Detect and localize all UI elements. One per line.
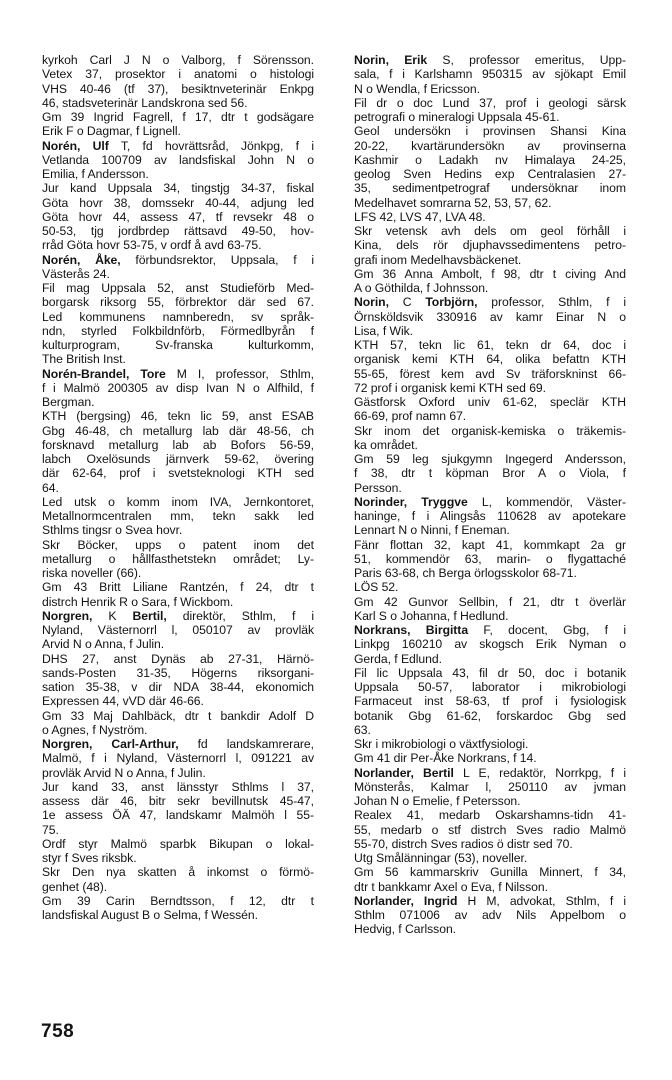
text-line	[42, 82, 314, 96]
entry-text: Sthlm 071006 av adv Nils Appelbom o	[354, 908, 626, 922]
text-line	[42, 124, 314, 138]
entry-text: Kashmir o Ladakh nv Himalaya 24-25,	[354, 152, 626, 167]
text-line	[42, 709, 314, 723]
text-line	[42, 367, 314, 381]
text-line	[42, 466, 314, 480]
text-line	[354, 523, 626, 537]
text-line	[354, 409, 626, 423]
text-line	[354, 566, 626, 580]
entry-text: Gm 39 Ingrid Fagrell, f 17, dtr t godsägare	[42, 110, 314, 124]
entry-text: L E, redaktör, Norrkpg, f i	[453, 765, 626, 780]
text-line	[42, 381, 314, 395]
text-line	[354, 694, 626, 708]
text-line	[354, 851, 626, 865]
text-line	[354, 637, 626, 651]
text-line	[354, 865, 626, 879]
text-line	[42, 566, 314, 580]
entry-text: Sthlms tingsr o Svea hovr.	[42, 523, 183, 538]
entry-text: geolog Sven Hedins exp Centralasien 27-	[354, 167, 626, 181]
text-line	[42, 139, 314, 153]
entry-text: Skr inom det organisk-kemiska o träkemis-	[354, 423, 626, 438]
entry-name: Norin, Erik	[354, 53, 428, 67]
text-line	[42, 409, 314, 423]
entry-text: Malmö, f i Nyland, Västernorrl l, 091221 av	[42, 751, 314, 766]
text-line	[354, 338, 626, 352]
entry-name: Norén-Brandel, Tore	[42, 366, 166, 381]
text-line	[354, 110, 626, 124]
entry-text: Lennart N o Ninni, f Eneman.	[354, 523, 510, 538]
text-line	[42, 452, 314, 466]
text-line	[354, 324, 626, 338]
text-line	[42, 509, 314, 523]
entry-text: kulturprogram, Sv-franska kulturkomm,	[42, 338, 314, 352]
text-line	[354, 709, 626, 723]
entry-text: Skr Den nya skatten å inkomst o förmö-	[42, 865, 314, 880]
entry-text: Göta hovr 38, domssekr 40-44, adjung led	[42, 195, 314, 210]
entry-text: Fänr flottan 32, kapt 41, kommkapt 2a gr	[354, 537, 626, 552]
entry-text: Metallnormcentralen mm, tekn sakk led	[42, 509, 314, 523]
entry-text: Örnsköldsvik 330916 av kamr Einar N o	[354, 309, 626, 324]
text-line	[42, 680, 314, 694]
entry-text: Led utsk o komm inom IVA, Jernkontoret,	[42, 494, 314, 509]
entry-text: 1e assess ÖÄ 47, landskamr Malmöh l 55-	[42, 808, 314, 823]
text-line	[354, 666, 626, 680]
text-line	[42, 295, 314, 309]
entry-text: o Agnes, f Nyström.	[42, 722, 148, 737]
entry-text: Skr vetensk avh dels om geol förhåll i	[354, 224, 626, 238]
entry-text: S, professor emeritus, Upp-	[427, 53, 626, 67]
entry-text: landsfiskal August B o Selma, f Wessén.	[42, 908, 258, 922]
text-line	[354, 880, 626, 894]
text-line	[354, 96, 626, 110]
text-line	[42, 808, 314, 822]
entry-text: VHS 40-46 (tf 37), besiktnveterinär Enkpg	[42, 81, 314, 96]
entry-text: 66-69, prof namn 67.	[354, 409, 467, 424]
entry-text: Lisa, f Wik.	[354, 323, 413, 338]
text-line	[354, 424, 626, 438]
text-line	[354, 310, 626, 324]
entry-text: Expressen 44, vVD där 46-66.	[42, 694, 204, 709]
text-line	[354, 139, 626, 153]
text-line	[42, 794, 314, 808]
page-number: 758	[41, 1021, 75, 1042]
biography-entry	[42, 737, 314, 922]
biography-entry	[42, 609, 314, 737]
text-line	[354, 367, 626, 381]
biography-entry	[42, 139, 314, 253]
entry-name: Norin,	[354, 295, 389, 310]
text-line	[42, 666, 314, 680]
text-line	[42, 196, 314, 210]
text-line	[354, 53, 626, 67]
entry-text: Gm 41 dir Per-Åke Norkrans, f 14.	[354, 751, 537, 766]
text-line	[42, 694, 314, 708]
text-line	[42, 352, 314, 366]
entry-text: sation 35-38, v dir NDA 38-44, ekonomich	[42, 680, 314, 694]
text-line	[42, 737, 314, 751]
entry-text: petrografi o mineralogi Uppsala 45-61.	[354, 110, 560, 124]
entry-text: K	[92, 608, 133, 623]
text-line	[354, 823, 626, 837]
entry-text: Fil dr o doc Lund 37, prof i geologi särsk	[354, 95, 626, 110]
text-line	[354, 238, 626, 252]
text-line	[42, 723, 314, 737]
entry-text: f 38, dtr t köpman Bror A o Viola, f	[354, 466, 626, 481]
entry-text: Gm 42 Gunvor Sellbin, f 21, dtr t överlär	[354, 594, 626, 609]
text-line	[354, 224, 626, 238]
entry-name: Norén, Åke,	[42, 252, 121, 267]
text-line	[42, 96, 314, 110]
entry-text: 46, stadsveterinär Landskrona sed 56.	[42, 95, 248, 110]
entry-text: Mönsterås, Kalmar l, 250110 av jvman	[354, 779, 626, 794]
entry-text: 55-65, förest kem avd Sv träforskninst 66-	[354, 366, 626, 381]
entry-text: Karl S o Johanna, f Hedlund.	[354, 608, 509, 623]
entry-text: Hedvig, f Carlsson.	[354, 922, 457, 937]
entry-text: N o Wendla, f Ericsson.	[354, 81, 480, 96]
entry-text: Persson.	[354, 480, 402, 495]
entry-text: sands-Posten 31-35, Högerns riksorgani-	[42, 665, 314, 680]
text-line	[42, 851, 314, 865]
text-line	[42, 580, 314, 594]
entry-text: 35, sedimentpetrograf undersöknar inom	[354, 181, 626, 196]
text-line	[42, 338, 314, 352]
entry-text: metallurg o hållfasthetstekn området; Ly-	[42, 551, 314, 566]
entry-text: 72 prof i organisk kemi KTH sed 69.	[354, 380, 546, 395]
text-line	[354, 267, 626, 281]
entry-text: Erik F o Dagmar, f Lignell.	[42, 124, 181, 139]
entry-text: Geol undersökn i provinsen Shansi Kina	[354, 124, 626, 139]
text-line	[354, 452, 626, 466]
entry-text: organisk kemi KTH 64, olika befattn KTH	[354, 352, 626, 367]
text-line	[42, 181, 314, 195]
text-line	[42, 880, 314, 894]
entry-text: dtr t bankkamr Axel o Eva, f Nilsson.	[354, 879, 548, 894]
biography-entry	[42, 367, 314, 609]
entry-text: Nyland, Västernorrl l, 050107 av provläk	[42, 623, 314, 637]
entry-text: M I, professor, Sthlm,	[165, 366, 314, 381]
text-line	[354, 652, 626, 666]
text-line	[354, 908, 626, 922]
text-line	[354, 153, 626, 167]
entry-text: assess där 46, bitr sekr bevillnutsk 45-47,	[42, 794, 314, 808]
entry-text: Skr Böcker, upps o patent inom det	[42, 537, 314, 552]
entry-text: provläk Arvid N o Anna, f Julin.	[42, 765, 206, 780]
text-line	[354, 766, 626, 780]
entry-text: H M, advokat, Sthlm, f i	[457, 893, 626, 908]
entry-text: L, kommendör, Väster-	[467, 494, 626, 509]
entry-text: där 62-64, prof i svetsteknologi KTH sed	[42, 466, 314, 481]
entry-text: Jur kand Uppsala 34, tingstjg 34-37, fiskal	[42, 181, 314, 196]
entry-text: professor, Sthlm, f i	[477, 295, 626, 310]
text-line	[354, 181, 626, 195]
entry-text: 64.	[42, 480, 59, 495]
entry-text: Gm 33 Maj Dahlbäck, dtr t bankdir Adolf D	[42, 708, 314, 723]
entry-text: botanik Gbg 61-62, forskardoc Gbg sed	[354, 708, 626, 723]
entry-text: Gm 43 Britt Liliane Rantzén, f 24, dtr t	[42, 580, 314, 595]
entry-text: Emilia, f Andersson.	[42, 167, 149, 181]
text-line	[42, 552, 314, 566]
text-line	[42, 281, 314, 295]
entry-text: genhet (48).	[42, 879, 108, 894]
entry-text: Vetlanda 100709 av landsfiskal John N o	[42, 152, 314, 167]
text-line	[42, 837, 314, 851]
text-line	[42, 609, 314, 623]
entry-text: Farmaceut inst 58-63, tf prof i fysiologisk	[354, 694, 626, 709]
entry-name: Norinder, Tryggve	[354, 494, 468, 509]
entry-text: styr f Sves riksbk.	[42, 851, 137, 865]
entry-text: fd landskamrerare,	[178, 737, 314, 751]
biography-entry	[354, 894, 626, 937]
text-line	[42, 623, 314, 637]
text-line	[354, 794, 626, 808]
entry-name: Norlander, Ingrid	[354, 893, 458, 908]
text-line	[354, 295, 626, 309]
text-line	[42, 253, 314, 267]
entry-text: Gbg 46-48, ch metallurg lab där 48-56, ch	[42, 423, 314, 438]
text-line	[354, 495, 626, 509]
entry-text: Vetex 37, prosektor i anatomi o histologi	[42, 67, 314, 82]
entry-text: 55, medarb o stf distrch Sves radio Malmö	[354, 822, 626, 837]
text-line	[42, 110, 314, 124]
text-line	[354, 837, 626, 851]
entry-text: direktör, Sthlm, f i	[166, 608, 314, 623]
text-line	[42, 865, 314, 879]
text-line	[354, 509, 626, 523]
text-line	[354, 595, 626, 609]
text-line	[354, 352, 626, 366]
text-line	[354, 167, 626, 181]
text-line	[354, 580, 626, 594]
entry-name: Bertil,	[132, 608, 167, 623]
entry-text: förbundsrektor, Uppsala, f i	[120, 252, 314, 267]
entry-text: Led kommunens namnberedn, sv språk-	[42, 309, 314, 324]
text-line	[354, 67, 626, 81]
entry-text: Medelhavet somrarna 52, 53, 57, 62.	[354, 195, 552, 210]
entry-name: Norén, Ulf	[42, 138, 109, 153]
text-line	[354, 210, 626, 224]
entry-text: ndn, styrled Folkbildnförb, Förmedlbyrån f	[42, 323, 314, 338]
text-line	[42, 652, 314, 666]
text-line	[42, 424, 314, 438]
text-line	[42, 523, 314, 537]
entry-text: riska noveller (66).	[42, 566, 142, 580]
text-line	[42, 238, 314, 252]
entry-text: Kina, dels rör djuphavssedimentens petro-	[354, 238, 626, 253]
entry-text: Västerås 24.	[42, 266, 110, 281]
entry-text: 63.	[354, 722, 371, 737]
text-line	[354, 438, 626, 452]
text-line	[42, 595, 314, 609]
entry-name: Norlander, Bertil	[354, 765, 454, 780]
entry-text: rråd Göta hovr 53-75, v ordf å avd 63-75.	[42, 238, 262, 253]
biography-entry	[354, 766, 626, 894]
biography-entry	[354, 623, 626, 766]
text-line	[42, 267, 314, 281]
entry-text: 51, kommendör 63, marin- o flygattaché	[354, 551, 626, 566]
entry-text: KTH (bergsing) 46, tekn lic 59, anst ESAB	[42, 409, 314, 424]
entry-text: A o Göthilda, f Johnsson.	[354, 281, 489, 295]
text-line	[354, 737, 626, 751]
text-line	[354, 538, 626, 552]
text-line	[354, 281, 626, 295]
entry-text: LÖS 52.	[354, 580, 399, 595]
entry-text: 55-70, distrch Sves radios ö distr sed 70.	[354, 836, 573, 851]
entry-text: Jur kand 33, anst länsstyr Sthlms l 37,	[42, 779, 314, 794]
text-line	[42, 224, 314, 238]
entry-text: Gästforsk Oxford univ 61-62, speclär KTH	[354, 395, 626, 409]
entry-text: Paris 63-68, ch Berga örlogsskolor 68-71.	[354, 566, 577, 580]
text-line	[42, 637, 314, 651]
entry-text: f i Malmö 200305 av disp Ivan N o Alfhild, f	[42, 380, 314, 395]
text-line	[42, 481, 314, 495]
text-line	[354, 82, 626, 96]
entry-text: The British Inst.	[42, 352, 126, 367]
entry-text: sala, f i Karlshamn 950315 av sjökapt Emil	[354, 67, 626, 82]
text-line	[354, 381, 626, 395]
entry-text: Utg Smålänningar (53), noveller.	[354, 851, 528, 865]
entry-text: Realex 41, medarb Oskarshamns-tidn 41-	[354, 808, 626, 823]
text-line	[42, 823, 314, 837]
text-line	[42, 153, 314, 167]
entry-text: 75.	[42, 822, 59, 837]
entry-text: kyrkoh Carl J N o Valborg, f Sörensson.	[42, 53, 314, 67]
text-line	[354, 395, 626, 409]
right-column	[354, 53, 626, 937]
text-line	[354, 680, 626, 694]
entry-text: LFS 42, LVS 47, LVA 48.	[354, 209, 486, 224]
text-line	[354, 253, 626, 267]
entry-text: forsknavd metallurg lab ab Bofors 56-59,	[42, 437, 314, 452]
entry-text: 50-53, tjg jordbrdep rättsavd 49-50, hov-	[42, 224, 314, 238]
text-line	[42, 780, 314, 794]
entry-text: Johan N o Emelie, f Petersson.	[354, 794, 521, 808]
text-line	[42, 438, 314, 452]
entry-text: Gerda, f Edlund.	[354, 651, 442, 666]
text-line	[354, 723, 626, 737]
biography-entry	[42, 253, 314, 367]
text-line	[354, 808, 626, 822]
text-line	[354, 466, 626, 480]
entry-text: Gm 59 leg sjukgymn Ingegerd Andersson,	[354, 452, 626, 466]
text-line	[354, 780, 626, 794]
left-column	[42, 53, 314, 922]
entry-text: F, docent, Gbg, f i	[468, 623, 627, 637]
entry-text: Skr i mikrobiologi o växtfysiologi.	[354, 737, 529, 751]
entry-text: haninge, f i Alingsås 110628 av apotekare	[354, 509, 626, 523]
text-line	[42, 53, 314, 67]
entry-text: grafi inom Medelhavsbäckenet.	[354, 252, 522, 267]
text-line	[42, 67, 314, 81]
entry-text: Gm 56 kammarskriv Gunilla Minnert, f 34,	[354, 865, 626, 880]
entry-text: ka området.	[354, 437, 418, 452]
text-line	[42, 751, 314, 765]
text-line	[42, 210, 314, 224]
entry-text: 20-22, kvartärundersökn av provinserna	[354, 138, 626, 153]
entry-text: Ordf styr Malmö sparbk Bikupan o lokal-	[42, 836, 314, 851]
text-line	[42, 766, 314, 780]
entry-text: Gm 39 Carin Berndtsson, f 12, dtr t	[42, 893, 314, 908]
text-line	[354, 609, 626, 623]
entry-text: Fil mag Uppsala 52, anst Studieförb Med-	[42, 281, 314, 295]
entry-name: Norgren, Carl-Arthur,	[42, 737, 179, 751]
biography-entry	[42, 53, 314, 139]
entry-name: Norgren,	[42, 608, 93, 623]
entry-name: Norkrans, Birgitta	[354, 623, 469, 637]
entry-text: Fil lic Uppsala 43, fil dr 50, doc i botanik	[354, 665, 626, 680]
text-line	[42, 495, 314, 509]
entry-text: C	[388, 295, 426, 310]
entry-text: T, fd hovrättsråd, Jönkpg, f i	[108, 138, 315, 153]
biography-entry	[354, 495, 626, 623]
entry-text: Göta hovr 44, assess 47, tf revsekr 48 o	[42, 209, 314, 224]
entry-text: Linkpg 160210 av skogsch Erik Nyman o	[354, 637, 626, 652]
text-line	[354, 751, 626, 765]
text-line	[42, 538, 314, 552]
biography-entry	[354, 295, 626, 495]
text-line	[42, 395, 314, 409]
text-line	[354, 922, 626, 936]
entry-text: Bergman.	[42, 395, 95, 409]
entry-text: Gm 36 Anna Ambolt, f 98, dtr t civing And	[354, 266, 626, 281]
text-line	[354, 623, 626, 637]
text-line	[42, 310, 314, 324]
text-line	[354, 196, 626, 210]
text-line	[42, 167, 314, 181]
entry-text: DHS 27, anst Dynäs ab 27-31, Härnö-	[42, 651, 314, 666]
entry-text: Arvid N o Anna, f Julin.	[42, 637, 165, 652]
text-line	[42, 894, 314, 908]
entry-text: Uppsala 50-57, laborator i mikrobiologi	[354, 680, 626, 694]
text-line	[42, 324, 314, 338]
text-line	[42, 908, 314, 922]
entry-text: KTH 57, tekn lic 61, tekn dr 64, doc i	[354, 338, 626, 352]
text-line	[354, 481, 626, 495]
entry-text: borgarsk riksorg 55, förbrektor där sed 67.	[42, 295, 314, 310]
entry-text: labch Oxelösunds järnverk 59-62, övering	[42, 452, 314, 466]
biography-entry	[354, 53, 626, 295]
entry-text: distrch Henrik R o Sara, f Wickbom.	[42, 594, 234, 609]
text-line	[354, 894, 626, 908]
entry-name: Torbjörn,	[425, 295, 478, 310]
text-line	[354, 552, 626, 566]
text-line	[354, 124, 626, 138]
